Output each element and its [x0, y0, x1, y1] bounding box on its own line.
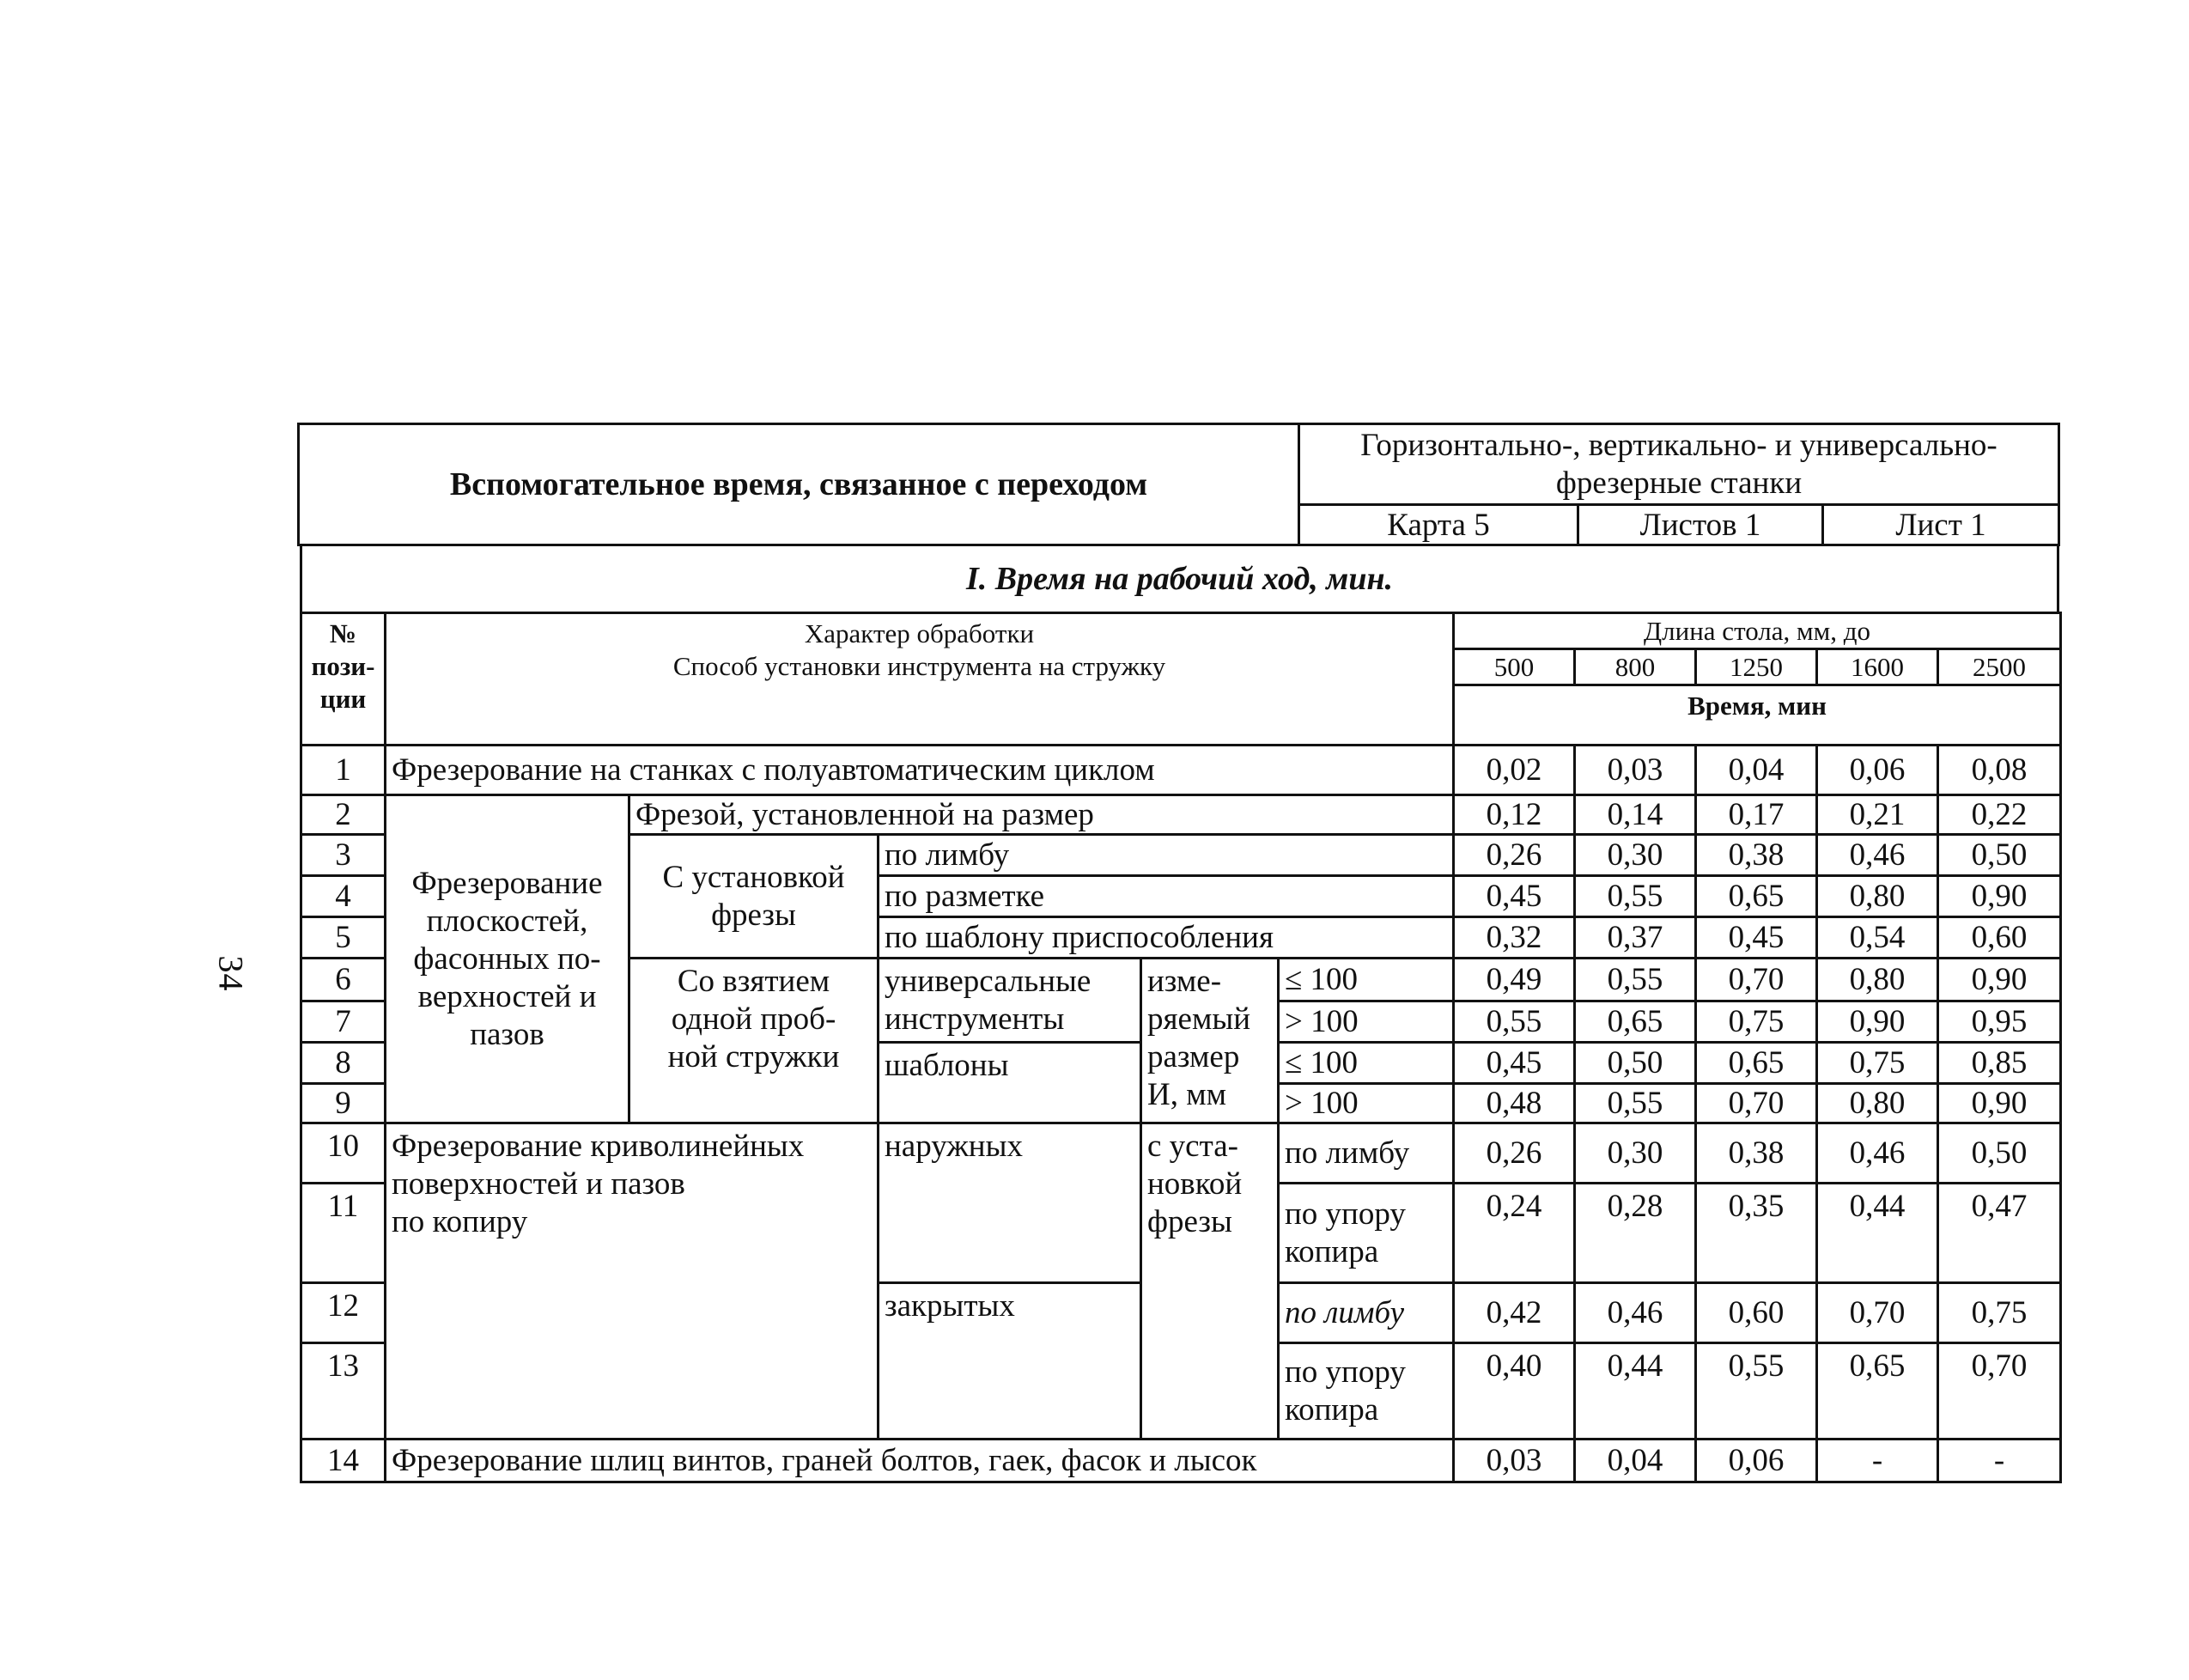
value-cell: 0,65	[1817, 1343, 1938, 1440]
group-curve-line-3: по копиру	[392, 1204, 528, 1239]
machine-line-2: фрезерные станки	[1555, 465, 1803, 501]
value-cell: 0,40	[1454, 1343, 1575, 1440]
group-trial-cut	[629, 959, 879, 1123]
value-cell: 0,21	[1817, 795, 1938, 835]
row-label: > 100	[1279, 1084, 1454, 1123]
row-number: 14	[301, 1440, 386, 1482]
measured-line-2: ряемый	[1147, 1001, 1251, 1037]
group-curve-milling	[386, 1123, 879, 1440]
value-cell: -	[1817, 1440, 1938, 1482]
value-cell: 0,55	[1575, 1084, 1696, 1123]
value-cell: 0,46	[1817, 835, 1938, 876]
value-cell: 0,95	[1938, 1001, 2061, 1043]
group-flat-line-1: Фрезерование	[411, 865, 603, 901]
value-cell: 0,47	[1938, 1184, 2061, 1283]
row-label: ≤ 100	[1279, 1043, 1454, 1084]
value-cell: 0,75	[1938, 1283, 2061, 1343]
value-cell: 0,70	[1817, 1283, 1938, 1343]
group-flat-line-4: верхностей и	[417, 978, 597, 1014]
table-row	[301, 746, 2061, 795]
length-500: 500	[1454, 649, 1575, 685]
value-cell: 0,55	[1696, 1343, 1817, 1440]
templates: шаблоны	[879, 1043, 1141, 1123]
length-2500: 2500	[1938, 649, 2061, 685]
row-number: 7	[301, 1001, 386, 1043]
char-line-1: Характер обработки	[804, 618, 1035, 648]
time-table	[300, 612, 2062, 1483]
row-label: по лимбу	[1279, 1123, 1454, 1184]
value-cell: 0,55	[1575, 959, 1696, 1001]
value-cell: 0,60	[1938, 917, 2061, 959]
value-cell: 0,24	[1454, 1184, 1575, 1283]
row-label-line-2: копира	[1285, 1233, 1379, 1269]
row-label: по лимбу	[879, 835, 1454, 876]
value-cell: 0,65	[1696, 1043, 1817, 1084]
value-cell: 0,38	[1696, 1123, 1817, 1184]
value-cell: 0,50	[1938, 835, 2061, 876]
group-setup-line-2: фрезы	[711, 897, 796, 933]
value-cell: 0,38	[1696, 835, 1817, 876]
group-trial-line-1: Со взятием	[677, 964, 830, 999]
universal-tools	[879, 959, 1141, 1043]
group-flat-line-5: пазов	[470, 1016, 544, 1052]
universal-line-1: универсальные	[885, 963, 1091, 999]
column-character	[386, 613, 1454, 746]
table-row	[301, 1440, 2061, 1482]
pos-line-1: №	[329, 618, 357, 648]
value-cell: 0,22	[1938, 795, 2061, 835]
machine-type	[1299, 424, 2059, 505]
closed-surfaces: закрытых	[879, 1283, 1141, 1440]
value-cell: 0,46	[1575, 1283, 1696, 1343]
row-number: 11	[301, 1184, 386, 1283]
value-cell: 0,75	[1696, 1001, 1817, 1043]
value-cell: 0,12	[1454, 795, 1575, 835]
value-cell: 0,70	[1696, 959, 1817, 1001]
value-cell: 0,37	[1575, 917, 1696, 959]
row-number: 2	[301, 795, 386, 835]
group-setup-line-1: С установкой	[662, 859, 845, 895]
row-number: 4	[301, 876, 386, 917]
value-cell: 0,32	[1454, 917, 1575, 959]
with-setup-line-2: новкой	[1147, 1166, 1243, 1202]
row-label-line-1: по упору	[1285, 1196, 1406, 1232]
row-number: 13	[301, 1343, 386, 1440]
value-cell: 0,90	[1938, 1084, 2061, 1123]
value-cell: 0,45	[1454, 1043, 1575, 1084]
value-cell: 0,06	[1696, 1440, 1817, 1482]
value-cell: 0,03	[1454, 1440, 1575, 1482]
with-setup-line-3: фрезы	[1147, 1204, 1232, 1239]
with-setup-line-1: с уста-	[1147, 1129, 1238, 1164]
value-cell: 0,90	[1817, 1001, 1938, 1043]
group-with-setup	[629, 835, 879, 959]
sheets-total: Листов 1	[1578, 505, 1823, 545]
value-cell: 0,26	[1454, 835, 1575, 876]
value-cell: 0,55	[1575, 876, 1696, 917]
value-cell: 0,35	[1696, 1184, 1817, 1283]
pos-line-2: пози-	[311, 651, 375, 681]
length-1250: 1250	[1696, 649, 1817, 685]
value-cell: 0,26	[1454, 1123, 1575, 1184]
value-cell: 0,14	[1575, 795, 1696, 835]
value-cell: 0,30	[1575, 1123, 1696, 1184]
row-label: > 100	[1279, 1001, 1454, 1043]
value-cell: -	[1938, 1440, 2061, 1482]
value-cell: 0,80	[1817, 959, 1938, 1001]
row-label-line-1: по упору	[1285, 1354, 1406, 1390]
value-cell: 0,65	[1575, 1001, 1696, 1043]
outer-surfaces: наружных	[879, 1123, 1141, 1283]
row-number: 6	[301, 959, 386, 1001]
value-cell: 0,04	[1696, 746, 1817, 795]
group-flat-line-3: фасонных по-	[413, 940, 601, 977]
sheet-number: Лист 1	[1823, 505, 2059, 545]
table-row	[301, 795, 2061, 835]
row-number: 10	[301, 1123, 386, 1184]
measured-line-1: изме-	[1147, 964, 1222, 999]
table-row	[301, 1123, 2061, 1184]
value-cell: 0,65	[1696, 876, 1817, 917]
value-cell: 0,45	[1454, 876, 1575, 917]
measured-line-3: размер	[1147, 1039, 1240, 1074]
value-cell: 0,17	[1696, 795, 1817, 835]
group-curve-line-1: Фрезерование криволинейных	[392, 1129, 805, 1164]
group-flat-line-2: плоскостей,	[426, 903, 588, 939]
length-800: 800	[1575, 649, 1696, 685]
header-table	[297, 423, 2060, 546]
row-label: ≤ 100	[1279, 959, 1454, 1001]
with-cutter-setup	[1141, 1123, 1279, 1440]
row-number: 8	[301, 1043, 386, 1084]
value-cell: 0,06	[1817, 746, 1938, 795]
value-cell: 0,80	[1817, 1084, 1938, 1123]
value-cell: 0,90	[1938, 876, 2061, 917]
row-number: 5	[301, 917, 386, 959]
value-cell: 0,03	[1575, 746, 1696, 795]
value-cell: 0,04	[1575, 1440, 1696, 1482]
section-title: I. Время на рабочий ход, мин.	[301, 545, 2058, 613]
value-cell: 0,46	[1817, 1123, 1938, 1184]
row-number: 12	[301, 1283, 386, 1343]
row-label: по разметке	[879, 876, 1454, 917]
group-trial-line-2: одной проб-	[671, 1001, 836, 1037]
measured-size	[1141, 959, 1279, 1123]
row-label: Фрезерование на станках с полуавтоматическим циклом	[386, 746, 1454, 795]
value-cell: 0,02	[1454, 746, 1575, 795]
row-number: 9	[301, 1084, 386, 1123]
value-cell: 0,48	[1454, 1084, 1575, 1123]
row-number: 3	[301, 835, 386, 876]
value-cell: 0,42	[1454, 1283, 1575, 1343]
value-cell: 0,60	[1696, 1283, 1817, 1343]
column-time: Время, мин	[1454, 685, 2061, 746]
row-number: 1	[301, 746, 386, 795]
length-1600: 1600	[1817, 649, 1938, 685]
row-label: по шаблону приспособления	[879, 917, 1454, 959]
value-cell: 0,70	[1938, 1343, 2061, 1440]
pos-line-3: ции	[319, 684, 367, 714]
value-cell: 0,49	[1454, 959, 1575, 1001]
value-cell: 0,30	[1575, 835, 1696, 876]
column-table-length: Длина стола, мм, до	[1454, 613, 2061, 649]
value-cell: 0,50	[1938, 1123, 2061, 1184]
group-trial-line-3: ной стружки	[667, 1039, 840, 1074]
column-position	[301, 613, 386, 746]
card-number: Карта 5	[1299, 505, 1578, 545]
value-cell: 0,55	[1454, 1001, 1575, 1043]
machine-line-1: Горизонтально-, вертикально- и универсально-	[1360, 427, 1997, 463]
page-number: 34	[211, 955, 251, 992]
value-cell: 0,44	[1817, 1184, 1938, 1283]
value-cell: 0,80	[1817, 876, 1938, 917]
row-label: Фрезерование шлиц винтов, граней болтов, гаек, фасок и лысок	[386, 1440, 1454, 1482]
value-cell: 0,45	[1696, 917, 1817, 959]
value-cell: 0,75	[1817, 1043, 1938, 1084]
section-table	[300, 544, 2059, 614]
value-cell: 0,85	[1938, 1043, 2061, 1084]
universal-line-2: инструменты	[885, 1001, 1065, 1037]
value-cell: 0,54	[1817, 917, 1938, 959]
row-label: по лимбу	[1279, 1283, 1454, 1343]
row-label-line-2: копира	[1285, 1391, 1379, 1427]
row-label	[1279, 1184, 1454, 1283]
value-cell: 0,08	[1938, 746, 2061, 795]
header-title: Вспомогательное время, связанное с переходом	[299, 424, 1299, 545]
measured-line-4: И, мм	[1147, 1077, 1227, 1112]
value-cell: 0,50	[1575, 1043, 1696, 1084]
group-curve-line-2: поверхностей и пазов	[392, 1166, 685, 1202]
row-label: Фрезой, установленной на размер	[629, 795, 1454, 835]
value-cell: 0,90	[1938, 959, 2061, 1001]
value-cell: 0,44	[1575, 1343, 1696, 1440]
row-label	[1279, 1343, 1454, 1440]
group-flat-milling	[386, 795, 629, 1123]
value-cell: 0,70	[1696, 1084, 1817, 1123]
char-line-2: Способ установки инструмента на стружку	[672, 651, 1166, 681]
value-cell: 0,28	[1575, 1184, 1696, 1283]
